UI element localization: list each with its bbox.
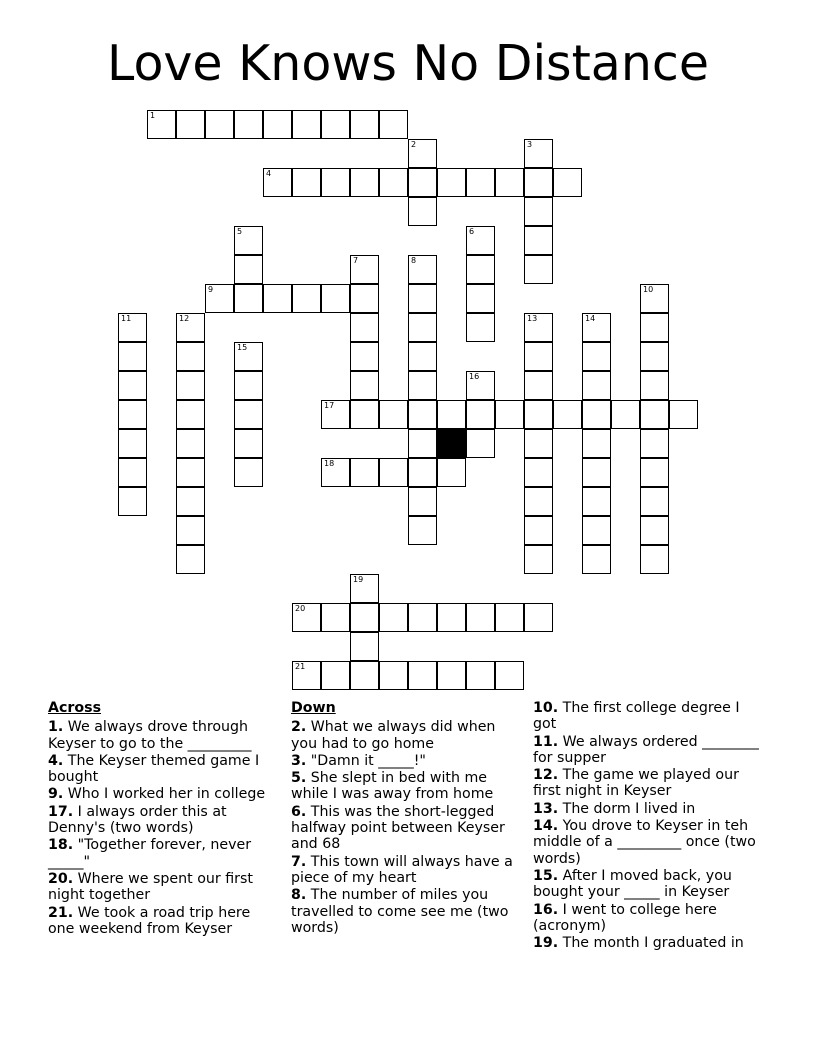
clue-item — [533, 734, 761, 767]
down-clues — [291, 700, 517, 937]
across-list — [48, 719, 272, 937]
grid-cell[interactable] — [234, 226, 263, 255]
clue-text: After I moved back, you bought your _____ in Keyser — [533, 867, 732, 901]
grid-cell[interactable] — [379, 400, 408, 429]
clue-number: 13. — [533, 800, 559, 817]
clue-text: What we always did when you had to go home — [291, 719, 496, 752]
grid-cell[interactable] — [176, 371, 205, 400]
grid-cell[interactable] — [640, 429, 669, 458]
grid-cell[interactable] — [234, 284, 263, 313]
clue-item — [291, 770, 517, 803]
grid-cell[interactable] — [350, 458, 379, 487]
grid-cell[interactable] — [582, 545, 611, 574]
grid-cell[interactable] — [408, 661, 437, 690]
clue-text: You drove to Keyser in teh middle of a _________ once (two words) — [533, 818, 756, 867]
cell-number: 21 — [295, 662, 306, 671]
grid-cell[interactable] — [640, 313, 669, 342]
grid-cell[interactable] — [234, 400, 263, 429]
down-clues-continued — [533, 700, 761, 952]
grid-cell[interactable] — [640, 371, 669, 400]
grid-cell[interactable] — [263, 284, 292, 313]
clue-item — [533, 767, 761, 800]
clue-number: 16. — [533, 901, 559, 918]
grid-cell[interactable] — [524, 168, 553, 197]
cell-number: 9 — [208, 285, 214, 294]
clue-number: 21. — [48, 904, 74, 921]
grid-cell[interactable] — [582, 313, 611, 342]
grid-cell[interactable] — [466, 603, 495, 632]
clue-text: The Keyser themed game I bought — [48, 752, 260, 786]
clue-item — [533, 700, 761, 733]
grid-cell[interactable] — [379, 661, 408, 690]
cell-number: 20 — [295, 604, 306, 613]
grid-cell[interactable] — [437, 661, 466, 690]
grid-cell[interactable] — [234, 255, 263, 284]
grid-cell[interactable] — [321, 400, 350, 429]
clue-number: 4. — [48, 752, 64, 769]
grid-cell[interactable] — [321, 168, 350, 197]
grid-cell[interactable] — [147, 110, 176, 139]
clue-item — [48, 804, 272, 837]
grid-cell[interactable] — [524, 313, 553, 342]
grid-cell[interactable] — [321, 110, 350, 139]
grid-cell[interactable] — [234, 458, 263, 487]
grid-cell[interactable] — [524, 139, 553, 168]
grid-cell[interactable] — [408, 284, 437, 313]
grid-cell[interactable] — [234, 429, 263, 458]
cell-number: 1 — [150, 111, 156, 120]
clue-text: She slept in bed with me while I was away from home — [291, 770, 494, 803]
grid-cell[interactable] — [553, 400, 582, 429]
down-list — [291, 719, 517, 936]
clue-number: 18. — [48, 837, 74, 854]
clue-number: 9. — [48, 786, 64, 803]
cell-number: 2 — [411, 140, 417, 149]
grid-cell[interactable] — [350, 371, 379, 400]
grid-block — [437, 429, 466, 458]
grid-cell[interactable] — [379, 603, 408, 632]
grid-cell[interactable] — [350, 313, 379, 342]
grid-cell[interactable] — [582, 487, 611, 516]
clue-item — [48, 871, 272, 904]
clue-text: We took a road trip here one weekend from Keyser — [48, 904, 251, 937]
clue-number: 7. — [291, 853, 307, 870]
grid-cell[interactable] — [118, 371, 147, 400]
grid-cell[interactable] — [582, 400, 611, 429]
grid-cell[interactable] — [350, 110, 379, 139]
clue-number: 8. — [291, 887, 307, 904]
cell-number: 8 — [411, 256, 417, 265]
cell-number: 11 — [121, 314, 132, 323]
grid-cell[interactable] — [640, 458, 669, 487]
grid-cell[interactable] — [321, 603, 350, 632]
clue-item — [533, 935, 761, 951]
grid-cell[interactable] — [524, 197, 553, 226]
clue-number: 15. — [533, 867, 559, 884]
clue-number: 20. — [48, 870, 74, 887]
grid-cell[interactable] — [466, 371, 495, 400]
grid-cell[interactable] — [292, 603, 321, 632]
grid-cell[interactable] — [611, 400, 640, 429]
grid-cell[interactable] — [118, 487, 147, 516]
cell-number: 6 — [469, 227, 475, 236]
grid-cell[interactable] — [379, 458, 408, 487]
grid-cell[interactable] — [176, 110, 205, 139]
clue-text: Where we spent our first night together — [48, 870, 253, 904]
grid-cell[interactable] — [640, 284, 669, 313]
grid-cell[interactable] — [408, 429, 437, 458]
clue-number: 17. — [48, 803, 74, 820]
clue-text: We always ordered ________ for supper — [533, 733, 759, 766]
clue-item — [291, 887, 517, 936]
grid-cell[interactable] — [408, 139, 437, 168]
grid-cell[interactable] — [176, 516, 205, 545]
grid-cell[interactable] — [640, 400, 669, 429]
grid-cell[interactable] — [176, 545, 205, 574]
grid-cell[interactable] — [234, 342, 263, 371]
grid-cell[interactable] — [466, 313, 495, 342]
grid-cell[interactable] — [176, 487, 205, 516]
grid-cell[interactable] — [582, 371, 611, 400]
clue-text: We always drove through Keyser to go to the _________ — [48, 719, 252, 752]
grid-cell[interactable] — [466, 168, 495, 197]
grid-cell[interactable] — [582, 342, 611, 371]
clue-number: 6. — [291, 803, 307, 820]
grid-cell[interactable] — [176, 313, 205, 342]
clue-text: This was the short-legged halfway point between Keyser and 68 — [291, 803, 505, 853]
grid-cell[interactable] — [408, 255, 437, 284]
grid-cell[interactable] — [118, 342, 147, 371]
grid-cell[interactable] — [292, 284, 321, 313]
grid-cell[interactable] — [495, 400, 524, 429]
grid-cell[interactable] — [466, 429, 495, 458]
grid-cell[interactable] — [408, 197, 437, 226]
grid-cell[interactable] — [408, 168, 437, 197]
clue-number: 11. — [533, 733, 559, 750]
clue-item — [48, 905, 272, 938]
grid-cell[interactable] — [495, 168, 524, 197]
cell-number: 15 — [237, 343, 248, 352]
grid-cell[interactable] — [524, 545, 553, 574]
clue-text: I always order this at Denny's (two words) — [48, 803, 227, 837]
grid-cell[interactable] — [350, 574, 379, 603]
clue-number: 1. — [48, 719, 64, 736]
grid-cell[interactable] — [495, 603, 524, 632]
clue-number: 2. — [291, 719, 307, 736]
grid-cell[interactable] — [350, 168, 379, 197]
grid-cell[interactable] — [292, 110, 321, 139]
grid-cell[interactable] — [524, 400, 553, 429]
grid-cell[interactable] — [350, 603, 379, 632]
grid-cell[interactable] — [176, 429, 205, 458]
cell-number: 12 — [179, 314, 190, 323]
grid-cell[interactable] — [263, 168, 292, 197]
clue-number: 10. — [533, 700, 559, 716]
grid-cell[interactable] — [466, 661, 495, 690]
grid-cell[interactable] — [524, 371, 553, 400]
clue-item — [48, 786, 272, 802]
clue-item — [291, 719, 517, 752]
grid-cell[interactable] — [408, 487, 437, 516]
grid-cell[interactable] — [350, 342, 379, 371]
clue-text: I went to college here (acronym) — [533, 901, 717, 934]
cell-number: 10 — [643, 285, 654, 294]
grid-cell[interactable] — [205, 284, 234, 313]
cell-number: 14 — [585, 314, 596, 323]
grid-cell[interactable] — [524, 342, 553, 371]
cell-number: 4 — [266, 169, 272, 178]
grid-cell[interactable] — [408, 458, 437, 487]
across-heading: Across — [48, 700, 102, 716]
grid-cell[interactable] — [524, 429, 553, 458]
down-list-continued — [533, 700, 761, 951]
puzzle-title: Love Knows No Distance — [107, 35, 709, 92]
cell-number: 17 — [324, 401, 335, 410]
grid-cell[interactable] — [466, 284, 495, 313]
grid-cell[interactable] — [176, 400, 205, 429]
grid-cell[interactable] — [553, 168, 582, 197]
grid-cell[interactable] — [466, 226, 495, 255]
clue-item — [533, 801, 761, 817]
grid-cell[interactable] — [408, 400, 437, 429]
grid-cell[interactable] — [524, 487, 553, 516]
across-clues — [48, 700, 272, 938]
clue-text: The first college degree I got — [533, 700, 740, 733]
clue-text: "Damn it _____!" — [306, 752, 426, 769]
grid-cell[interactable] — [321, 284, 350, 313]
clue-item — [533, 818, 761, 867]
grid-cell[interactable] — [524, 255, 553, 284]
grid-cell[interactable] — [640, 545, 669, 574]
grid-cell[interactable] — [582, 516, 611, 545]
grid-cell[interactable] — [524, 458, 553, 487]
cell-number: 19 — [353, 575, 364, 584]
grid-cell[interactable] — [437, 168, 466, 197]
clue-item — [533, 868, 761, 901]
grid-cell[interactable] — [408, 516, 437, 545]
grid-cell[interactable] — [321, 661, 350, 690]
cell-number: 5 — [237, 227, 243, 236]
clue-text: Who I worked her in college — [63, 786, 266, 803]
grid-cell[interactable] — [205, 110, 234, 139]
clue-number: 12. — [533, 767, 559, 784]
grid-cell[interactable] — [408, 371, 437, 400]
grid-cell[interactable] — [234, 110, 263, 139]
clue-text: The dorm I lived in — [558, 800, 696, 817]
clue-item — [291, 854, 517, 887]
grid-cell[interactable] — [640, 342, 669, 371]
grid-cell[interactable] — [350, 632, 379, 661]
clue-item — [291, 753, 517, 769]
cell-number: 3 — [527, 140, 533, 149]
cell-number: 18 — [324, 459, 335, 468]
clue-item — [48, 753, 272, 786]
clue-item — [533, 902, 761, 935]
grid-cell[interactable] — [640, 487, 669, 516]
grid-cell[interactable] — [408, 342, 437, 371]
grid-cell[interactable] — [379, 110, 408, 139]
clue-item — [48, 837, 272, 870]
grid-cell[interactable] — [350, 661, 379, 690]
grid-cell[interactable] — [118, 458, 147, 487]
grid-cell[interactable] — [437, 603, 466, 632]
grid-cell[interactable] — [437, 400, 466, 429]
clue-text: This town will always have a piece of my heart — [291, 853, 513, 886]
grid-cell[interactable] — [118, 400, 147, 429]
grid-cell[interactable] — [350, 255, 379, 284]
grid-cell[interactable] — [524, 516, 553, 545]
grid-cell[interactable] — [118, 313, 147, 342]
grid-cell[interactable] — [379, 168, 408, 197]
grid-cell[interactable] — [437, 458, 466, 487]
clue-text: The game we played our first night in Keyser — [533, 767, 739, 800]
grid-cell[interactable] — [292, 168, 321, 197]
clue-item — [291, 804, 517, 853]
clue-number: 19. — [533, 935, 559, 952]
grid-cell[interactable] — [582, 458, 611, 487]
clue-number: 5. — [291, 770, 307, 787]
grid-cell[interactable] — [408, 313, 437, 342]
clue-item — [48, 719, 272, 752]
grid-cell[interactable] — [640, 516, 669, 545]
grid-cell[interactable] — [234, 371, 263, 400]
grid-cell[interactable] — [495, 661, 524, 690]
grid-cell[interactable] — [466, 400, 495, 429]
down-heading: Down — [291, 700, 336, 716]
cell-number: 16 — [469, 372, 480, 381]
grid-cell[interactable] — [582, 429, 611, 458]
clue-text: The month I graduated in — [558, 935, 744, 952]
grid-cell[interactable] — [669, 400, 698, 429]
grid-cell[interactable] — [321, 458, 350, 487]
cell-number: 7 — [353, 256, 359, 265]
grid-cell[interactable] — [350, 400, 379, 429]
clue-number: 3. — [291, 752, 307, 769]
grid-cell[interactable] — [118, 429, 147, 458]
grid-cell[interactable] — [350, 284, 379, 313]
grid-cell[interactable] — [524, 226, 553, 255]
grid-cell[interactable] — [176, 458, 205, 487]
clue-number: 14. — [533, 818, 559, 835]
grid-cell[interactable] — [263, 110, 292, 139]
grid-cell[interactable] — [466, 255, 495, 284]
grid-cell[interactable] — [292, 661, 321, 690]
clue-text: "Together forever, never _____" — [48, 837, 252, 870]
grid-cell[interactable] — [408, 603, 437, 632]
clue-text: The number of miles you travelled to come see me (two words) — [291, 887, 509, 936]
cell-number: 13 — [527, 314, 538, 323]
grid-cell[interactable] — [524, 603, 553, 632]
grid-cell[interactable] — [176, 342, 205, 371]
